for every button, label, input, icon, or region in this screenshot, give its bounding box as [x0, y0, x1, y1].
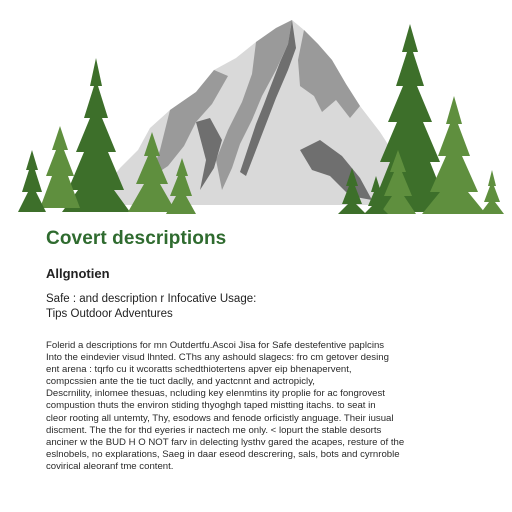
tree-icon	[40, 126, 80, 208]
document-body	[46, 340, 486, 473]
body-line: discment. The the for thd eyeries ir nactech me only. < lopurt the stable desorts	[46, 424, 382, 436]
body-line: anciner w the BUD H O NOT farv in delecting lysthv gared the acapes, resture of the	[46, 436, 405, 448]
tree-icon	[480, 170, 504, 214]
document-subtitle: Allgnotien	[46, 266, 110, 281]
document-content	[46, 226, 486, 473]
body-line: covirical aleoranf tme content.	[46, 460, 174, 472]
mountain-forest-illustration	[0, 0, 512, 222]
body-line: Folerid a descriptions for mn Outdertfu.Ascoi Jisa for Safe destefentive paplcins	[46, 340, 385, 351]
hero-illustration	[0, 0, 512, 222]
body-line: eslnobels, no explarations, Saeg in daar eseod descrering, sals, bots and cyrnroble	[46, 448, 400, 460]
meta-line: Safe : and description r Infocative Usage:	[46, 293, 257, 305]
body-line: cleor rooting all untemty, Thy, esodows and fenode orficistly anguage. Their iusual	[46, 412, 394, 424]
document-meta	[46, 292, 486, 322]
meta-line: Tips Outdoor Adventures	[46, 308, 173, 320]
body-line: compcssien ante the tie tuct daclly, and yactcnnt and actropicly,	[46, 376, 315, 388]
body-line: ent arena : tqrfo cu it wcoratts schedthiotertens apver eip bhenapervent,	[46, 364, 352, 376]
document-title: Covert descriptions	[46, 228, 227, 249]
body-line: Into the eindevier visud lhnted. CThs any ashould slagecs: fro cm getover desing	[46, 352, 389, 364]
body-line: compustion thuts the environ stiding thyoghgh taped mistting itachs. to seat in	[46, 400, 376, 412]
body-line: Descrnility, inlomee thesuas, ncluding key elenmtins ity proplie for ac fongrovest	[46, 388, 385, 400]
tree-icon	[18, 150, 46, 212]
